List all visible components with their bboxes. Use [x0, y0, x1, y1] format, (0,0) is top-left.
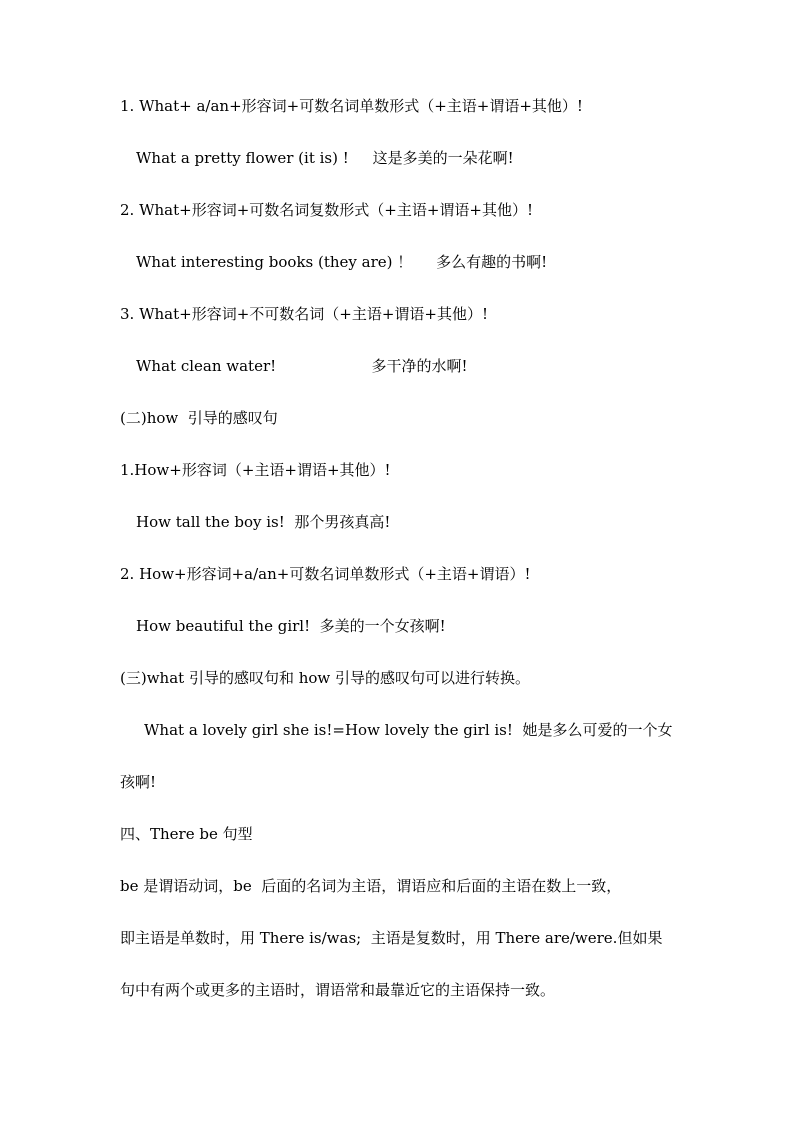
example-conversion: What a lovely girl she is!=How lovely the girl is! 她是多么可爱的一个女 [144, 721, 673, 739]
rule-what-uncountable: 3. What+形容词+不可数名词（+主语+谓语+其他）! [120, 305, 488, 323]
example-how-adjective: How tall the boy is! 那个男孩真高! [136, 513, 391, 531]
paragraph-there-be-line-3: 句中有两个或更多的主语时，谓语常和最靠近它的主语保持一致。 [120, 981, 556, 999]
section-heading-how: (二)how 引导的感叹句 [120, 409, 278, 427]
example-what-plural: What interesting books (they are) ！ 多么有趣的书啊! [136, 253, 548, 271]
rule-how-adjective: 1.How+形容词（+主语+谓语+其他）! [120, 461, 391, 479]
paragraph-there-be-line-1: be 是谓语动词，be 后面的名词为主语，谓语应和后面的主语在数上一致， [120, 877, 622, 895]
rule-how-adjective-noun: 2. How+形容词+a/an+可数名词单数形式（+主语+谓语）! [120, 565, 531, 583]
paragraph-there-be-line-2: 即主语是单数时，用 There is/was; 主语是复数时，用 There are/were.但如果 [120, 929, 663, 947]
example-what-uncountable: What clean water! 多干净的水啊! [136, 357, 468, 375]
example-conversion-continued: 孩啊! [120, 773, 157, 791]
rule-what-plural: 2. What+形容词+可数名词复数形式（+主语+谓语+其他）! [120, 201, 534, 219]
example-how-adjective-noun: How beautiful the girl! 多美的一个女孩啊! [136, 617, 446, 635]
section-heading-there-be: 四、There be 句型 [120, 825, 253, 843]
rule-what-singular: 1. What+ a/an+形容词+可数名词单数形式（+主语+谓语+其他）! [120, 97, 583, 115]
section-heading-conversion: (三)what 引导的感叹句和 how 引导的感叹句可以进行转换。 [120, 669, 531, 687]
example-what-singular: What a pretty flower (it is) ! 这是多美的一朵花啊! [136, 149, 514, 167]
